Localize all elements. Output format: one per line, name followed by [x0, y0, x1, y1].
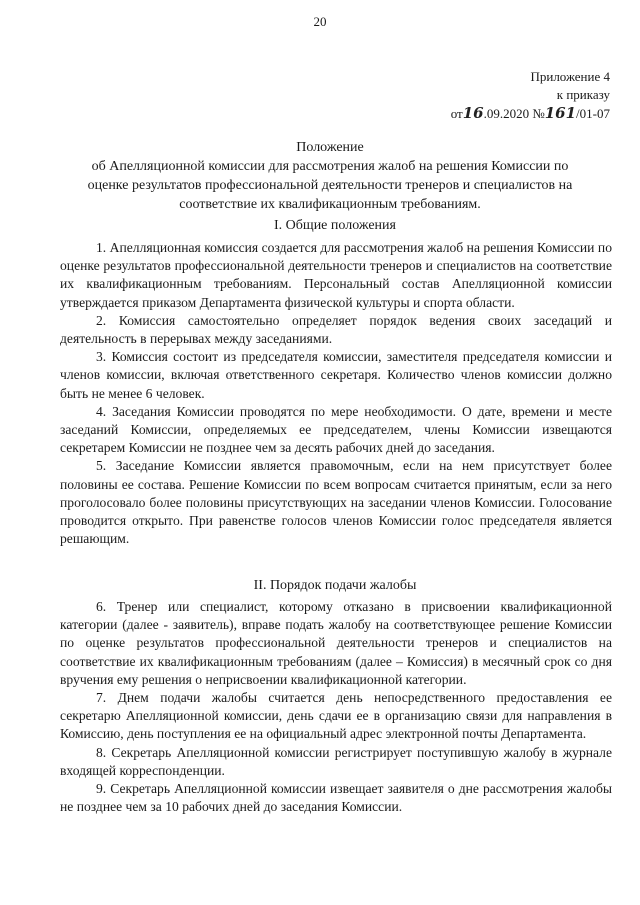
paragraph: 7. Днем подачи жалобы считается день непосредственного предоставления ее секретарю Апелляционной комиссии, день сдачи ее в организацию связи для направления в Комиссию, день поступления ее на официальный адрес электронной почты Департамента. — [60, 690, 612, 742]
section-1-body — [60, 239, 612, 548]
paragraph: 6. Тренер или специалист, которому отказано в присвоении квалификационной категории (далее - заявитель), вправе подать жалобу на соответствующее решение Комиссии по оценке результатов профессиональной деятельности тренеров и специалистов на соответствие их квалификационным требованиям (далее – Комиссия) в месячный срок со дня вручения ему решения о неприсвоении квалификационной категории. — [60, 599, 612, 687]
paragraph: 4. Заседания Комиссии проводятся по мере необходимости. О дате, времени и месте заседаний Комиссии, определяемых ее председателем, члены Комиссии извещаются секретарем Комиссии не позднее чем за десять рабочих дней до заседания. — [60, 403, 612, 456]
paragraph: 1. Апелляционная комиссия создается для рассмотрения жалоб на решения Комиссии по оценке результатов профессиональной деятельности тренеров и специалистов на соответствие их квалификационным требованиям. Персональный состав Апелляционной комиссии утверждается приказом Департамента физической культуры и спорта области. — [60, 240, 612, 310]
paragraph: 5. Заседание Комиссии является правомочным, если на нем присутствует более половины ее состава. Решение Комиссии по всем вопросам считается принятым, если за него проголосовало более половины присутствующих на заседании членов Комиссии. Голосование проводится открыто. При равенстве голосов членов Комиссии голос председателя является решающим. — [60, 458, 612, 547]
section-1-heading: I. Общие положения — [274, 218, 396, 233]
appendix-order-date — [451, 104, 610, 123]
order-date-prefix: от — [450, 106, 463, 121]
appendix-header — [451, 68, 610, 123]
paragraph: 2. Комиссия самостоятельно определяет порядок ведения своих заседаций и деятельность в перерывах между заседаниями. — [60, 312, 612, 347]
page-number: 20 — [313, 14, 327, 29]
handwritten-day: 16 — [462, 104, 484, 122]
section-2-heading: II. Порядок подачи жалобы — [253, 578, 417, 593]
title-line-1: об Апелляционной комиссии для рассмотрения жалоб на решения Комиссии по — [91, 159, 569, 174]
order-number-suffix: /01-07 — [576, 106, 610, 121]
appendix-label: Приложение 4 — [530, 69, 610, 84]
section-2-body — [60, 598, 612, 816]
handwritten-number: 161 — [544, 104, 577, 122]
paragraph: 9. Секретарь Апелляционной комиссии извещает заявителя о дне рассмотрения жалобы не позднее чем за 10 рабочих дней до заседания Комиссии. — [60, 781, 612, 815]
paragraph: 3. Комиссия состоит из председателя комиссии, заместителя председателя комиссии и членов комиссии, включая ответственного секретаря. Количество членов комиссии должно быть не менее 6 человек. — [60, 349, 612, 401]
paragraph: 8. Секретарь Апелляционной комиссии регистрирует поступившую жалобу в журнале входящей корреспонденции. — [60, 744, 612, 778]
order-date-rest: .09.2020 № — [483, 106, 545, 121]
appendix-order-label: к приказу — [556, 87, 610, 102]
title-line-2: оценке результатов профессиональной деятельности тренеров и специалистов на — [87, 178, 573, 193]
document-title — [60, 138, 600, 214]
title-line-3: соответствие их квалификационным требованиям. — [179, 197, 481, 212]
title-heading: Положение — [296, 140, 364, 155]
